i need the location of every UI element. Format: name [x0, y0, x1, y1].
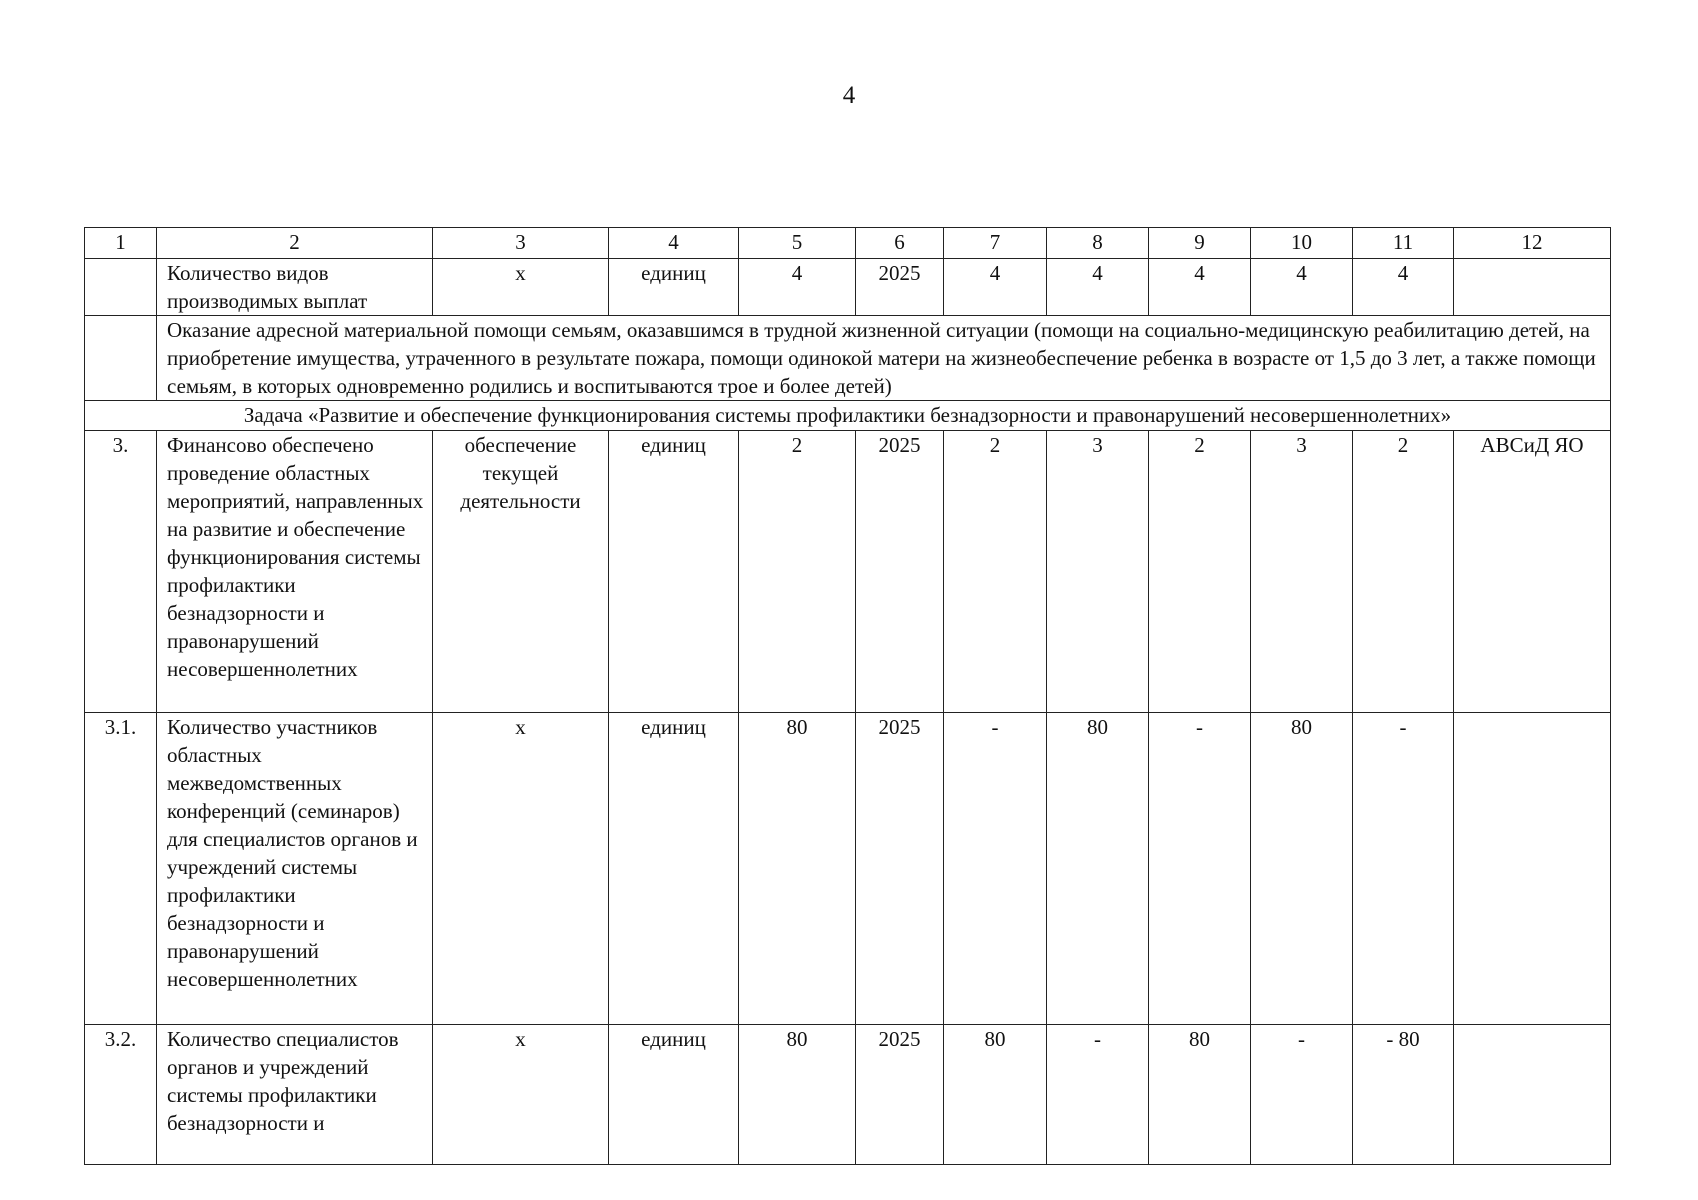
unit-cell: единиц [609, 259, 739, 316]
value-cell: 2 [1353, 431, 1454, 713]
value-cell: - [944, 713, 1047, 1025]
basis-cell: х [433, 713, 609, 1025]
year-cell: 2025 [856, 713, 944, 1025]
header-cell: 12 [1454, 228, 1611, 259]
indicator-name-cell: Количество видов производимых выплат [157, 259, 433, 316]
value-cell: 3 [1251, 431, 1353, 713]
row-number-cell: 3. [85, 431, 157, 713]
value-cell: 80 [1149, 1025, 1251, 1165]
row-number-cell: 3.1. [85, 713, 157, 1025]
row-number-cell [85, 316, 157, 401]
header-cell: 6 [856, 228, 944, 259]
table-row [85, 259, 1611, 316]
basis-cell: обеспечение текущей деятельности [433, 431, 609, 713]
year-cell: 2025 [856, 1025, 944, 1165]
basis-cell: х [433, 259, 609, 316]
header-cell: 10 [1251, 228, 1353, 259]
table-row [85, 1025, 1611, 1165]
value-cell: - 80 [1353, 1025, 1454, 1165]
header-cell: 8 [1047, 228, 1149, 259]
value-cell: 80 [944, 1025, 1047, 1165]
value-cell: - [1149, 713, 1251, 1025]
responsible-cell [1454, 1025, 1611, 1165]
value-cell: 4 [944, 259, 1047, 316]
value-cell: 3 [1047, 431, 1149, 713]
responsible-cell: АВСиД ЯО [1454, 431, 1611, 713]
value-cell: 4 [1047, 259, 1149, 316]
table-row [85, 431, 1611, 713]
responsible-cell [1454, 713, 1611, 1025]
table-row [85, 316, 1611, 401]
year-cell: 2025 [856, 431, 944, 713]
task-heading-cell: Задача «Развитие и обеспечение функционирования системы профилактики безнадзорности и правонарушений несовершеннолетних» [85, 401, 1611, 431]
indicator-name-cell: Финансово обеспечено проведение областных мероприятий, направленных на развитие и обеспечение функционирования системы профилактики безнадзорности и правонарушений несовершеннолетних [157, 431, 433, 713]
value-cell: 4 [739, 259, 856, 316]
header-cell: 11 [1353, 228, 1454, 259]
value-cell: 2 [739, 431, 856, 713]
row-number-cell: 3.2. [85, 1025, 157, 1165]
unit-cell: единиц [609, 431, 739, 713]
value-cell: 4 [1251, 259, 1353, 316]
basis-cell: х [433, 1025, 609, 1165]
header-cell: 7 [944, 228, 1047, 259]
indicator-name-cell: Количество специалистов органов и учреждений системы профилактики безнадзорности и [157, 1025, 433, 1165]
year-cell: 2025 [856, 259, 944, 316]
value-cell: 80 [1251, 713, 1353, 1025]
value-cell: 80 [1047, 713, 1149, 1025]
value-cell: - [1047, 1025, 1149, 1165]
row-number-cell [85, 259, 157, 316]
table-row [85, 713, 1611, 1025]
value-cell: - [1251, 1025, 1353, 1165]
value-cell: 4 [1149, 259, 1251, 316]
value-cell: 80 [739, 713, 856, 1025]
header-cell: 3 [433, 228, 609, 259]
indicator-name-cell: Количество участников областных межведомственных конференций (семинаров) для специалистов органов и учреждений системы профилактики безнадзорности и правонарушений несовершеннолетних [157, 713, 433, 1025]
task-row [85, 401, 1611, 431]
value-cell: - [1353, 713, 1454, 1025]
header-cell: 1 [85, 228, 157, 259]
unit-cell: единиц [609, 1025, 739, 1165]
note-cell: Оказание адресной материальной помощи семьям, оказавшимся в трудной жизненной ситуации (помощи на социально-медицинскую реабилитацию детей, на приобретение имущества, утраченного в результате пожара, помощи одинокой матери на жизнеобеспечение ребенка в возрасте от 1,5 до 3 лет, а также помощи семьям, в которых одновременно родились и воспитываются трое и более детей) [157, 316, 1611, 401]
header-cell: 9 [1149, 228, 1251, 259]
value-cell: 4 [1353, 259, 1454, 316]
header-cell: 4 [609, 228, 739, 259]
header-cell: 5 [739, 228, 856, 259]
value-cell: 2 [1149, 431, 1251, 713]
unit-cell: единиц [609, 713, 739, 1025]
page-number: 4 [842, 82, 856, 109]
header-cell: 2 [157, 228, 433, 259]
responsible-cell [1454, 259, 1611, 316]
value-cell: 2 [944, 431, 1047, 713]
value-cell: 80 [739, 1025, 856, 1165]
table-header-row [85, 228, 1611, 259]
indicators-table [84, 227, 1611, 1165]
